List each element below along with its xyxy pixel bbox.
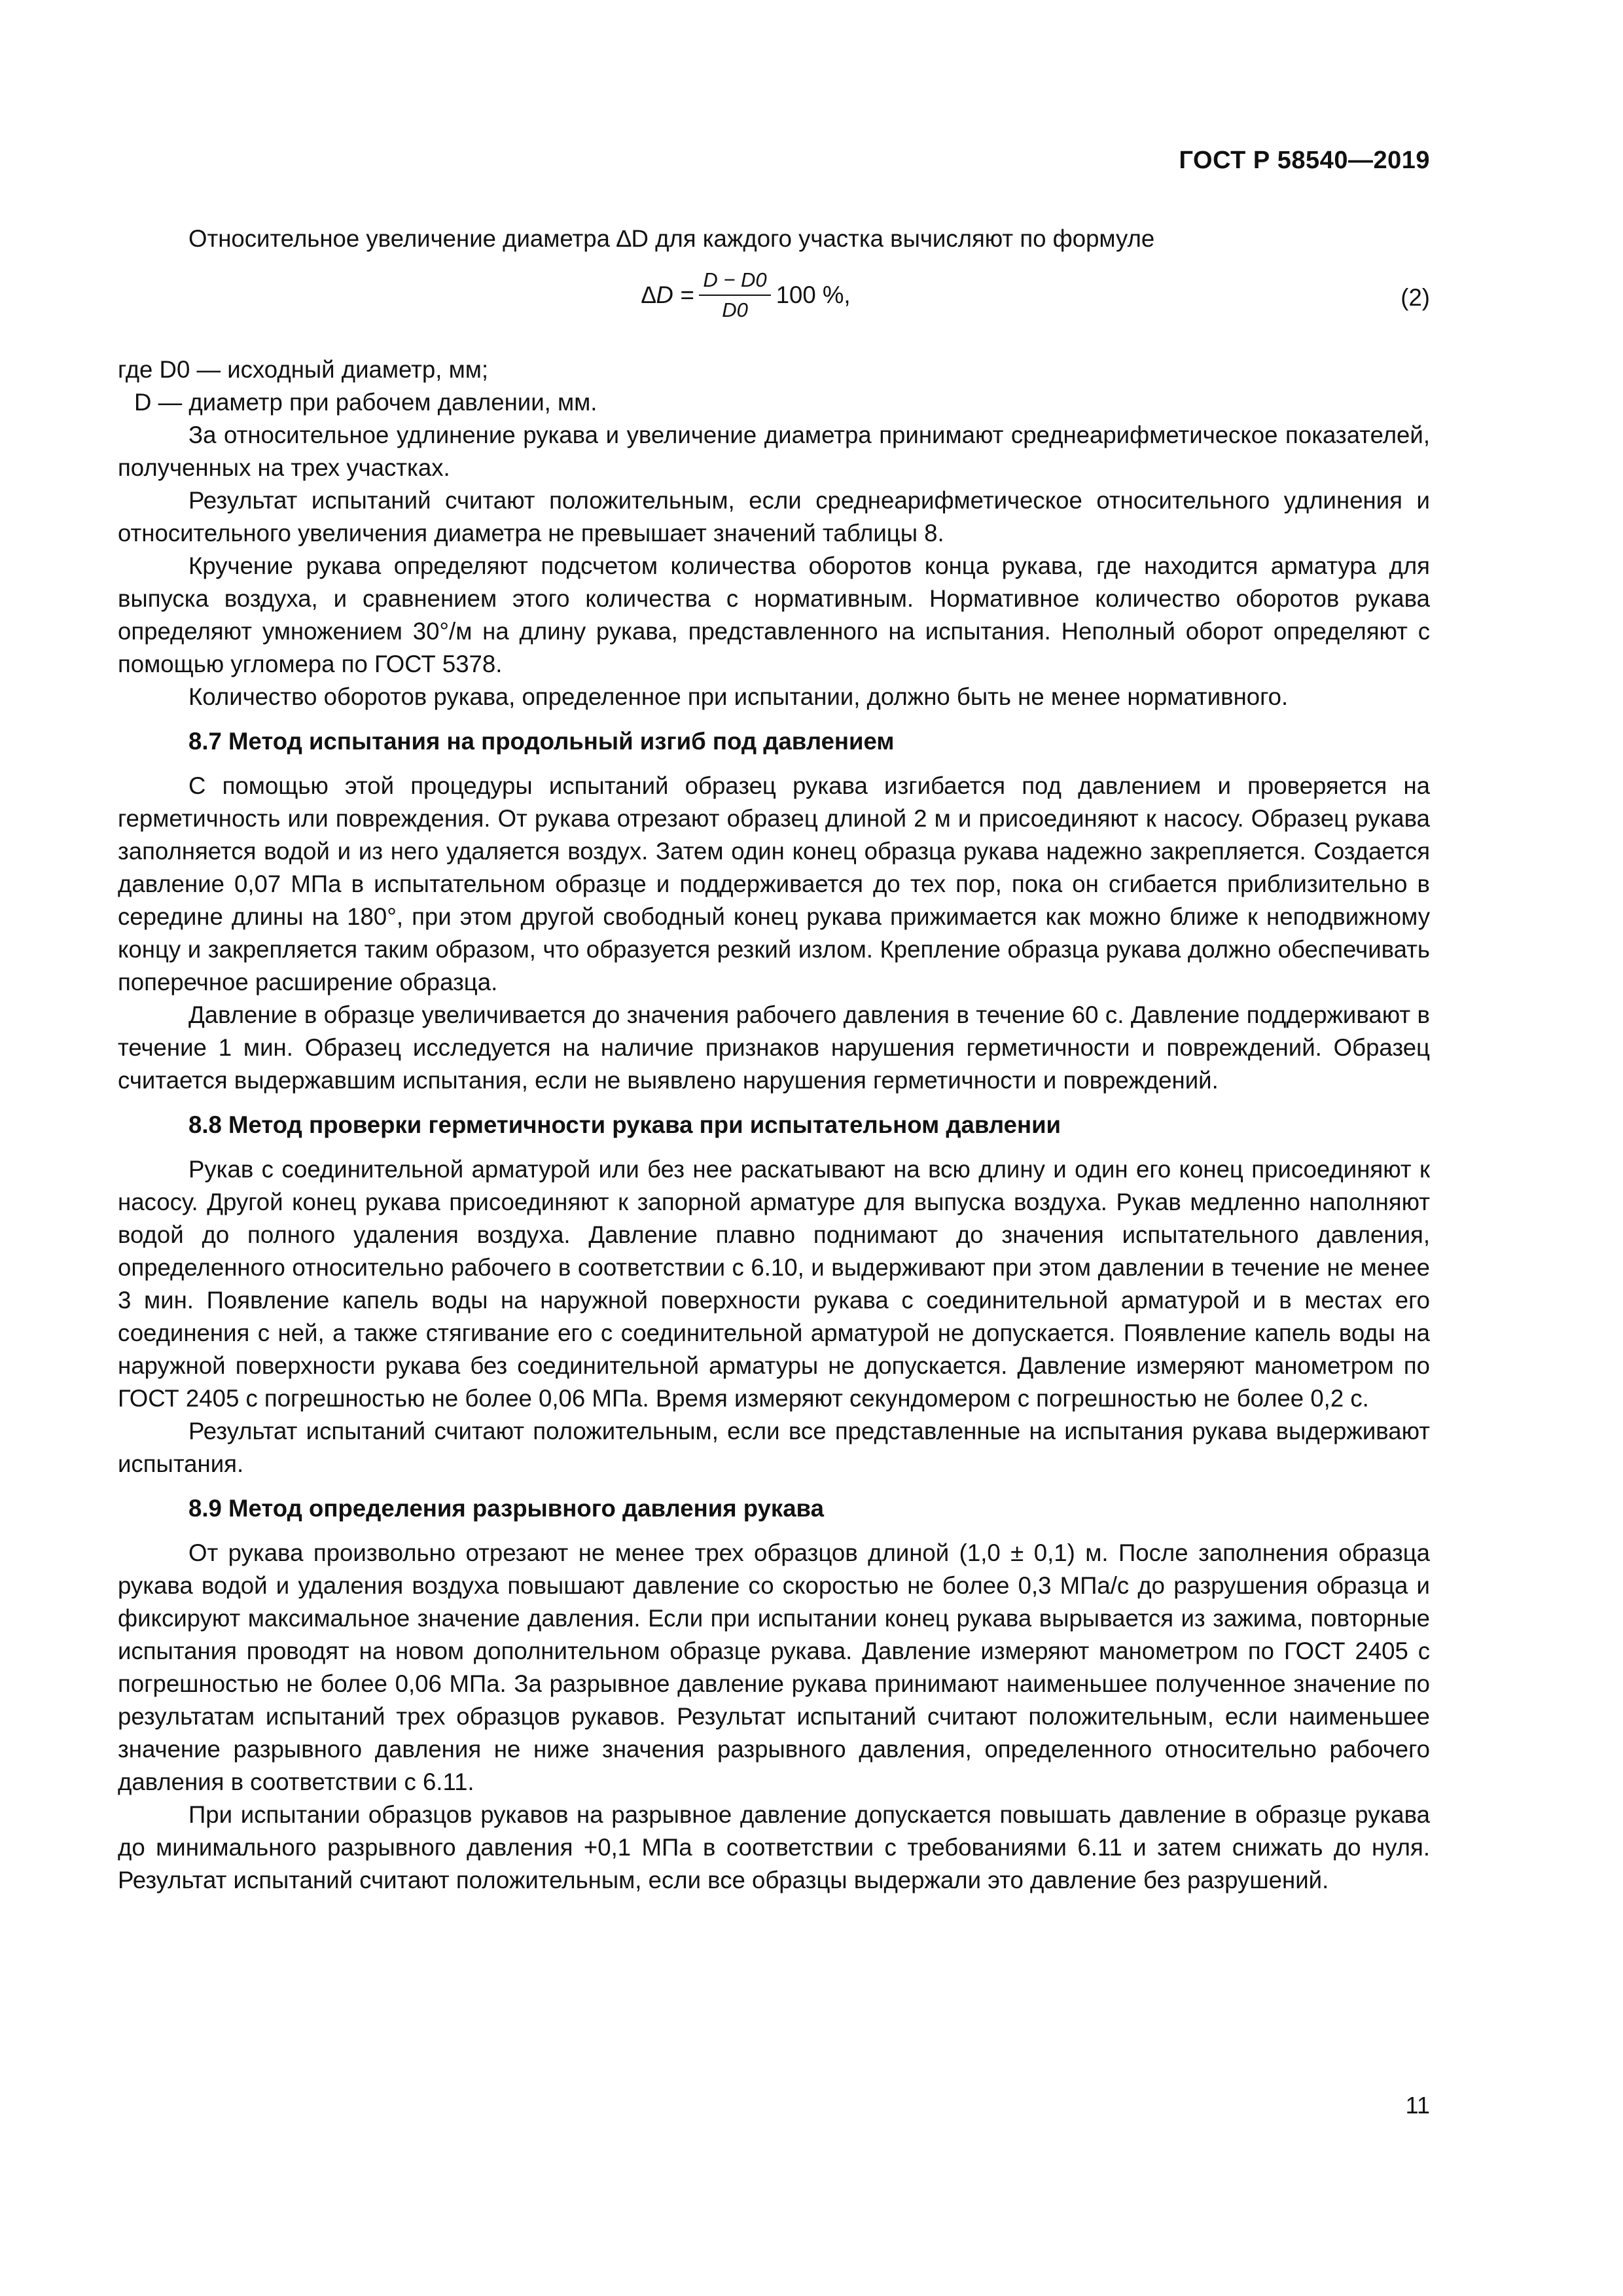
formula-numerator: D − D0 — [699, 267, 770, 296]
formula — [641, 267, 851, 323]
formula-denominator: D0 — [722, 298, 748, 321]
document-body — [118, 223, 1430, 1897]
page-number: 11 — [1405, 2092, 1430, 2119]
formula-lhs: ∆D = — [641, 281, 694, 308]
paragraph: Давление в образце увеличивается до значения рабочего давления в течение 60 с. Давление поддерживают в течение 1 мин. Образец исследуется на наличие признаков нарушения герметичности и повреждений. Образец считается выдержавшим испытания, если не выявлено нарушения герметичности и повреждений. — [118, 1001, 1430, 1094]
paragraph: Рукав с соединительной арматурой или без нее раскатывают на всю длину и один его конец присоединяют к насосу. Другой конец рукава присоединяют к запорной арматуре для выпуска воздуха. Рукав медленно наполняют водой до полного удаления воздуха. Давление плавно поднимают до значения испытательного давления, определенного относительно рабочего в соответствии с 6.10, и выдерживают при этом давлении в течение не менее 3 мин. Появление капель воды на наружной поверхности рукава с соединительной арматурой и в местах его соединения с ней, а также стягивание его с соединительной арматурой не допускается. Появление капель воды на наружной поверхности рукава без соединительной арматуры не допускается. Давление измеряют манометром по ГОСТ 2405 с погрешностью не более 0,06 МПа. Время измеряют секундомером с погрешностью не более 0,2 с. — [118, 1156, 1430, 1412]
formula-block — [118, 262, 1430, 343]
where-line-2: D — диаметр при рабочем давлении, мм. — [134, 389, 597, 416]
paragraph: Количество оборотов рукава, определенное при испытании, должно быть не менее нормативного. — [188, 683, 1289, 710]
formula-tail: 100 %, — [776, 281, 851, 308]
paragraph: Кручение рукава определяют подсчетом количества оборотов конца рукава, где находится арматура для выпуска воздуха, и сравнением этого количества с нормативным. Нормативное количество оборотов рукава определяют умножением 30°/м на длину рукава, представленного на испытания. Неполный оборот определяют с помощью угломера по ГОСТ 5378. — [118, 552, 1430, 677]
formula-fraction — [699, 267, 770, 323]
section-title-8-7: 8.7 Метод испытания на продольный изгиб под давлением — [188, 728, 895, 755]
paragraph: За относительное удлинение рукава и увеличение диаметра принимают среднеарифметическое показателей, полученных на трех участках. — [118, 422, 1430, 481]
paragraph: От рукава произвольно отрезают не менее трех образцов длиной (1,0 ± 0,1) м. После заполнения образца рукава водой и удаления воздуха повышают давление со скоростью не более 0,3 МПа/с до разрушения образца и фиксируют максимальное значение давления. Если при испытании конец рукава вырывается из зажима, повторные испытания проводят на новом дополнительном образце рукава. Давление измеряют манометром по ГОСТ 2405 с погрешностью не более 0,06 МПа. За разрывное давление рукава принимают наименьшее полученное значение по результатам испытаний трех образцов рукавов. Результат испытаний считают положительным, если наименьшее значение разрывного давления не ниже значения разрывного давления, определенного относительно рабочего давления в соответствии с 6.11. — [118, 1539, 1430, 1795]
section-title-8-8: 8.8 Метод проверки герметичности рукава при испытательном давлении — [188, 1111, 1061, 1138]
paragraph: Результат испытаний считают положительным, если все представленные на испытания рукава выдерживают испытания. — [118, 1418, 1430, 1477]
formula-intro: Относительное увеличение диаметра ∆D для каждого участка вычисляют по формуле — [188, 225, 1155, 252]
paragraph: Результат испытаний считают положительным, если среднеарифметическое относительного удлинения и относительного увеличения диаметра не превышает значений таблицы 8. — [118, 487, 1430, 547]
document-header: ГОСТ Р 58540—2019 — [1179, 147, 1430, 174]
equation-number: (2) — [1400, 284, 1430, 311]
where-line-1: где D0 — исходный диаметр, мм; — [118, 356, 489, 383]
paragraph: При испытании образцов рукавов на разрывное давление допускается повышать давление в образце рукава до минимального разрывного давления +0,1 МПа в соответствии с требованиями 6.11 и затем снижать до нуля. Результат испытаний считают положительным, если все образцы выдержали это давление без разрушений. — [118, 1801, 1430, 1893]
paragraph: С помощью этой процедуры испытаний образец рукава изгибается под давлением и проверяется на герметичность или повреждения. От рукава отрезают образец длиной 2 м и присоединяют к насосу. Образец рукава заполняется водой и из него удаляется воздух. Затем один конец образца рукава надежно закрепляется. Создается давление 0,07 МПа в испытательном образце и поддерживается до тех пор, пока он сгибается приблизительно в середине длины на 180°, при этом другой свободный конец рукава прижимается как можно ближе к неподвижному концу и закрепляется таким образом, что образуется резкий излом. Крепление образца рукава должно обеспечивать поперечное расширение образца. — [118, 772, 1430, 996]
section-title-8-9: 8.9 Метод определения разрывного давления рукава — [188, 1495, 824, 1522]
